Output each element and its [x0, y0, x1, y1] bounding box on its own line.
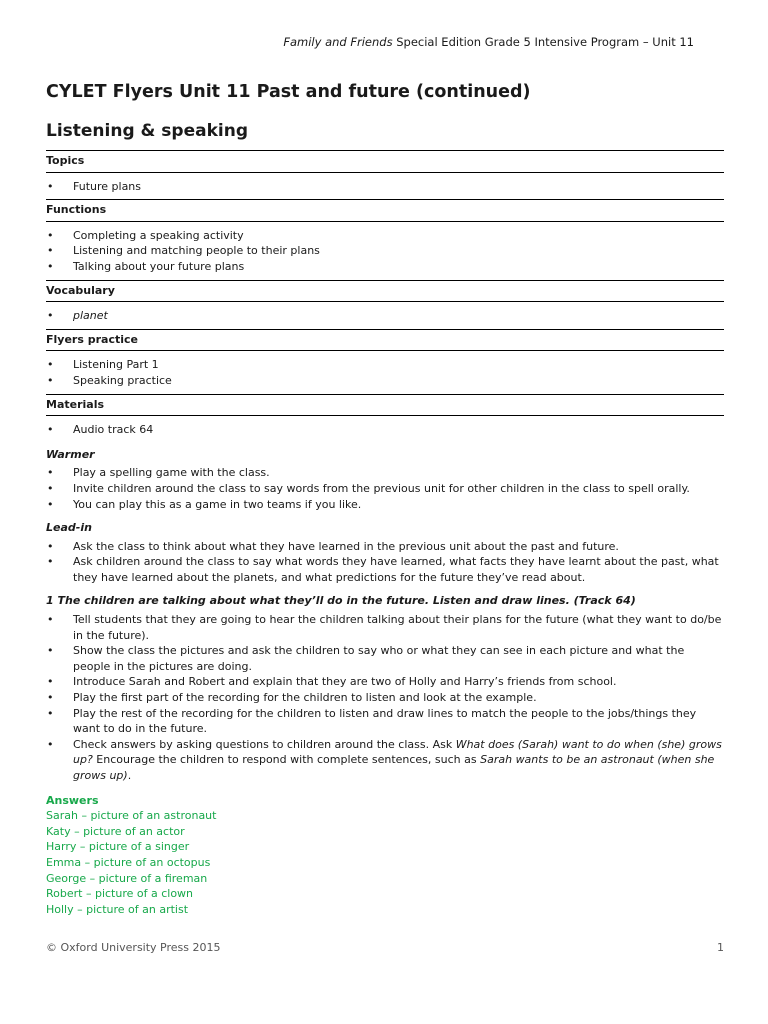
- materials-heading: Materials: [46, 394, 724, 417]
- example-question: What does (Sarah) want to do when (she) grows up?: [73, 737, 722, 767]
- list-item: • Play the first part of the recording for the children to listen and look at the example.: [46, 690, 724, 706]
- page-number: 1: [717, 941, 724, 954]
- instruction-text: .: [127, 769, 132, 782]
- list-item: • Invite children around the class to say words from the previous unit for other children in the class to spell orally.: [46, 481, 724, 497]
- answers-block: [46, 788, 724, 918]
- list-item: • Completing a speaking activity: [46, 228, 724, 244]
- page-title: CYLET Flyers Unit 11 Past and future (continued): [46, 82, 531, 102]
- series-name: Family and Friends: [283, 35, 393, 49]
- list-item: • planet: [46, 308, 724, 324]
- instruction-text: Encourage the children to respond with complete sentences, such as: [92, 753, 481, 767]
- list-item: • Ask the class to think about what they have learned in the previous unit about the past and future.: [46, 539, 724, 555]
- copyright-notice: © Oxford University Press 2015: [46, 941, 221, 954]
- example-answer: Sarah wants to be an astronaut (when she grows up): [73, 753, 715, 782]
- list-item: • Listening Part 1: [46, 357, 724, 373]
- materials-list: [46, 416, 724, 443]
- list-item: • Audio track 64: [46, 422, 724, 438]
- functions-list: [46, 222, 724, 280]
- list-item: • Tell students that they are going to hear the children talking about their plans for the future (what they want to do/be in the future).: [46, 612, 724, 643]
- list-item: • Speaking practice: [46, 373, 724, 389]
- flyers-practice-heading: Flyers practice: [46, 329, 724, 352]
- lead-in-list: [46, 536, 724, 590]
- page-footer: [46, 941, 724, 954]
- lead-in-heading: Lead-in: [46, 521, 92, 535]
- answer-line: Sarah – picture of an astronaut: [46, 809, 217, 823]
- list-item: • Ask children around the class to say what words they have learned, what facts they have learnt about the past, what they have learned about the planets, and what predictions for the future they’ve read about.: [46, 554, 724, 585]
- vocabulary-heading: Vocabulary: [46, 280, 724, 303]
- list-item: • Play the rest of the recording for the children to listen and draw lines to match the people to the jobs/things they want to do in the future.: [46, 706, 724, 737]
- answer-line: Robert – picture of a clown: [46, 887, 194, 901]
- answer-line: Katy – picture of an actor: [46, 824, 185, 838]
- lesson-content: [46, 150, 724, 917]
- functions-heading: Functions: [46, 199, 724, 222]
- flyers-practice-list: [46, 351, 724, 393]
- list-item: [46, 737, 724, 784]
- list-item: • Talking about your future plans: [46, 259, 724, 275]
- header-rest: Special Edition Grade 5 Intensive Program – Unit 11: [392, 35, 694, 49]
- instruction-text: Check answers by asking questions to children around the class. Ask: [73, 737, 456, 751]
- list-item: • Introduce Sarah and Robert and explain that they are two of Holly and Harry’s friends from school.: [46, 674, 724, 690]
- vocabulary-list: [46, 302, 724, 329]
- running-header: [283, 35, 694, 49]
- list-item: • Listening and matching people to their plans: [46, 243, 724, 259]
- answer-line: Holly – picture of an artist: [46, 902, 189, 916]
- activity-list: [46, 609, 724, 788]
- answer-line: Emma – picture of an octopus: [46, 855, 211, 869]
- list-item: • Future plans: [46, 179, 724, 195]
- answer-line: Harry – picture of a singer: [46, 840, 190, 854]
- activity-heading: 1 The children are talking about what they’ll do in the future. Listen and draw lines. (Track 64): [46, 594, 636, 608]
- warmer-heading: Warmer: [46, 447, 95, 461]
- topics-list: [46, 173, 724, 200]
- section-title: Listening & speaking: [46, 121, 248, 141]
- document-page: [46, 0, 724, 1024]
- list-item: • Play a spelling game with the class.: [46, 465, 724, 481]
- topics-heading: Topics: [46, 150, 724, 173]
- list-item: • Show the class the pictures and ask the children to say who or what they can see in each picture and what the people in the pictures are doing.: [46, 643, 724, 674]
- list-item: • You can play this as a game in two teams if you like.: [46, 497, 724, 513]
- warmer-list: [46, 462, 724, 516]
- answers-heading: Answers: [46, 793, 99, 807]
- answer-line: George – picture of a fireman: [46, 871, 208, 885]
